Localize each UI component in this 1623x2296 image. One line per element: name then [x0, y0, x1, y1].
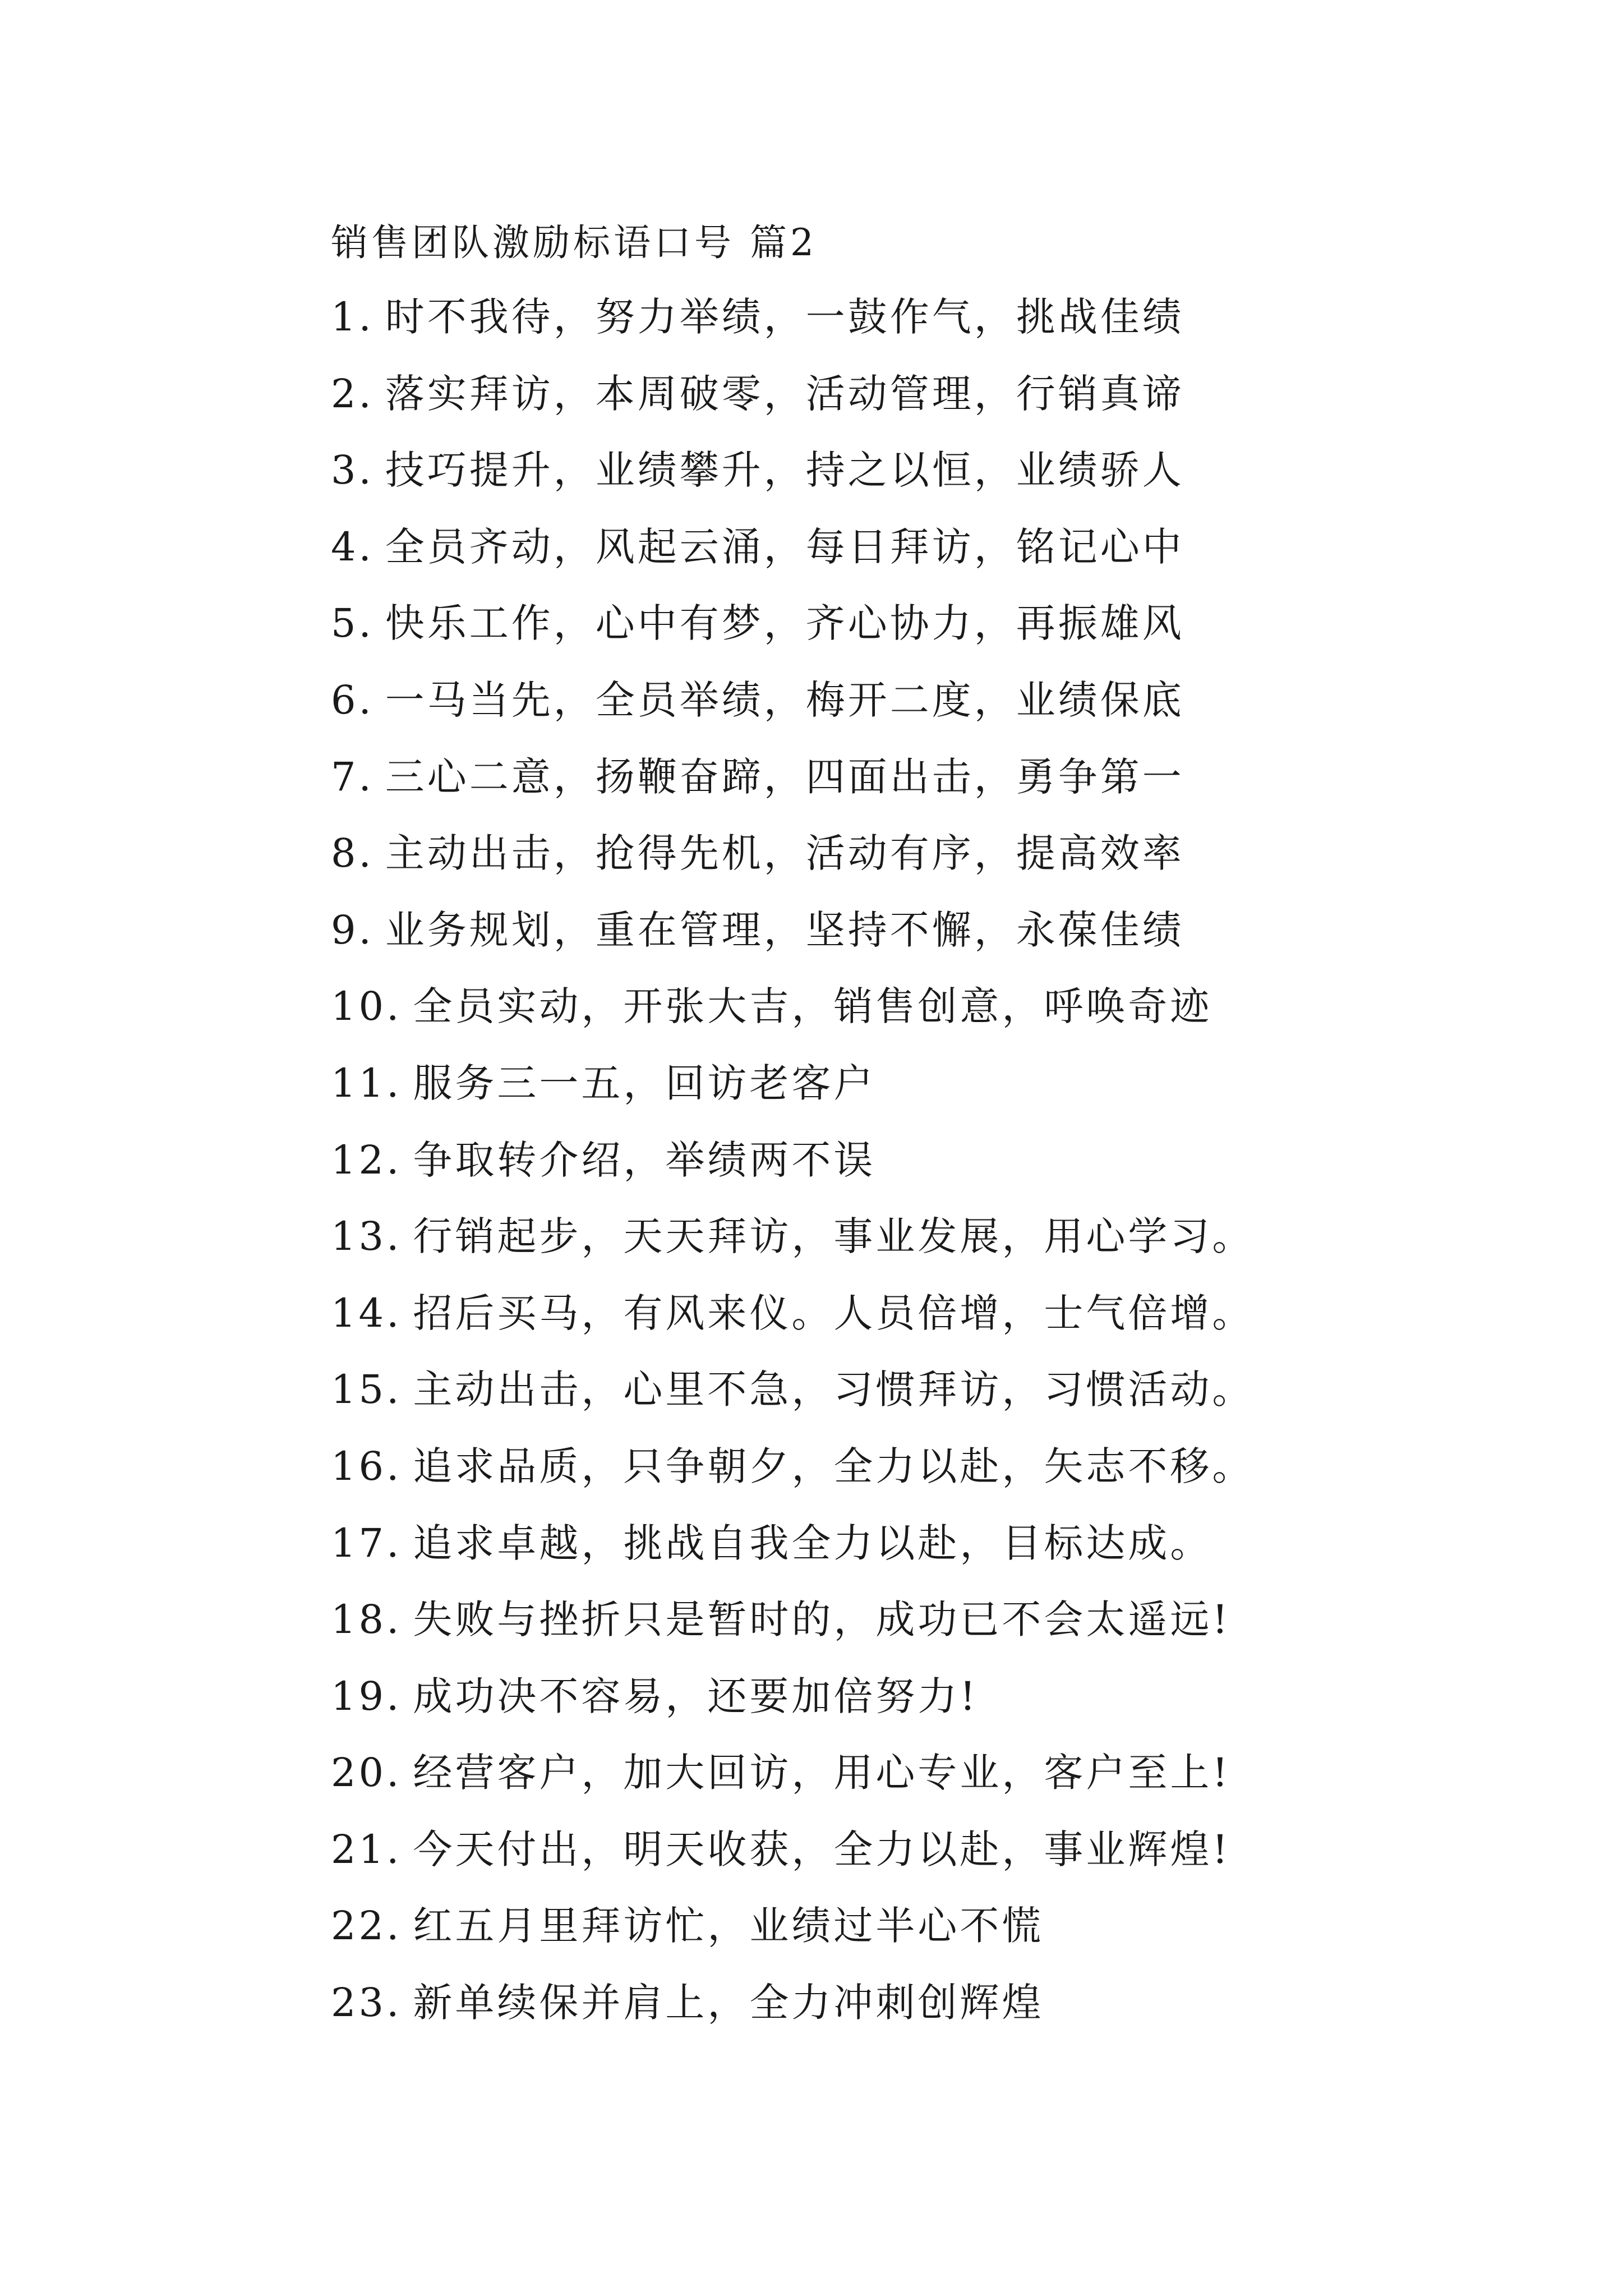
slogan-number: 20.: [331, 1750, 402, 1796]
slogan-text: 经营客户，加大回访，用心专业，客户至上!: [413, 1750, 1231, 1796]
slogan-item: [331, 369, 1565, 445]
slogan-number: 13.: [331, 1213, 402, 1260]
slogan-text: 失败与挫折只是暂时的，成功已不会太遥远!: [413, 1596, 1231, 1643]
slogan-item: [331, 445, 1565, 522]
slogan-text: 落实拜访，本周破零，活动管理，行销真谛: [385, 370, 1184, 417]
slogan-number: 5.: [331, 600, 374, 647]
slogan-text: 追求品质，只争朝夕，全力以赴，矢志不移。: [413, 1443, 1255, 1489]
slogan-number: 23.: [331, 1980, 402, 2026]
slogan-text: 成功决不容易，还要加倍努力!: [413, 1673, 979, 1719]
slogan-number: 15.: [331, 1366, 402, 1413]
slogan-text: 全员实动，开张大吉，销售创意，呼唤奇迹: [413, 983, 1212, 1030]
slogan-item: [331, 1135, 1565, 1212]
slogan-number: 2.: [331, 370, 374, 417]
slogan-item: [331, 828, 1565, 905]
slogan-item: [331, 598, 1565, 675]
slogan-item: [331, 292, 1565, 369]
slogan-text: 一马当先，全员举绩，梅开二度，业绩保底: [385, 677, 1184, 723]
slogan-text: 争取转介绍，举绩两不误: [413, 1137, 876, 1183]
slogan-item: [331, 675, 1565, 752]
slogan-text: 全员齐动，风起云涌，每日拜访，铭记心中: [385, 523, 1184, 570]
slogan-number: 10.: [331, 983, 402, 1030]
slogan-item: [331, 1594, 1565, 1671]
slogan-text: 业务规划，重在管理，坚持不懈，永葆佳绩: [385, 907, 1184, 953]
slogan-number: 11.: [331, 1060, 402, 1106]
slogan-item: [331, 1364, 1565, 1441]
slogan-item: [331, 752, 1565, 829]
slogan-number: 22.: [331, 1903, 402, 1949]
slogan-number: 3.: [331, 447, 374, 494]
slogan-number: 6.: [331, 677, 374, 723]
slogan-text: 行销起步，天天拜访，事业发展，用心学习。: [413, 1213, 1255, 1260]
slogan-item: [331, 522, 1565, 599]
slogan-text: 追求卓越，挑战自我全力以赴，目标达成。: [413, 1520, 1212, 1566]
slogan-number: 16.: [331, 1443, 402, 1489]
document-body: [331, 218, 1565, 2054]
slogan-list: [331, 292, 1565, 2054]
slogan-item: [331, 1058, 1565, 1135]
slogan-text: 招后买马，有风来仪。人员倍增，士气倍增。: [413, 1290, 1255, 1336]
slogan-item: [331, 905, 1565, 982]
document-title: 销售团队激励标语口号 篇2: [331, 221, 817, 264]
slogan-text: 红五月里拜访忙，业绩过半心不慌: [413, 1903, 1044, 1949]
slogan-item: [331, 1977, 1565, 2054]
slogan-text: 三心二意，扬鞭奋蹄，四面出击，勇争第一: [385, 753, 1184, 800]
slogan-number: 21.: [331, 1826, 402, 1872]
slogan-number: 18.: [331, 1596, 402, 1643]
slogan-text: 快乐工作，心中有梦，齐心协力，再振雄风: [385, 600, 1184, 647]
slogan-item: [331, 1518, 1565, 1595]
slogan-item: [331, 1824, 1565, 1901]
slogan-number: 19.: [331, 1673, 402, 1719]
slogan-number: 12.: [331, 1137, 402, 1183]
slogan-item: [331, 1211, 1565, 1288]
slogan-number: 14.: [331, 1290, 402, 1336]
slogan-number: 1.: [331, 294, 374, 340]
slogan-item: [331, 981, 1565, 1058]
slogan-text: 主动出击，抢得先机，活动有序，提高效率: [385, 830, 1184, 877]
slogan-item: [331, 1441, 1565, 1518]
slogan-number: 7.: [331, 753, 374, 800]
slogan-number: 4.: [331, 523, 374, 570]
slogan-item: [331, 1671, 1565, 1748]
slogan-number: 8.: [331, 830, 374, 877]
slogan-text: 今天付出，明天收获，全力以赴，事业辉煌!: [413, 1826, 1231, 1872]
slogan-text: 主动出击，心里不急，习惯拜访，习惯活动。: [413, 1366, 1255, 1413]
slogan-text: 新单续保并肩上，全力冲刺创辉煌: [413, 1980, 1044, 2026]
slogan-number: 9.: [331, 907, 374, 953]
slogan-item: [331, 1901, 1565, 1977]
slogan-text: 时不我待，努力举绩，一鼓作气，挑战佳绩: [385, 294, 1184, 340]
slogan-text: 技巧提升，业绩攀升，持之以恒，业绩骄人: [385, 447, 1184, 494]
slogan-text: 服务三一五，回访老客户: [413, 1060, 876, 1106]
slogan-item: [331, 1747, 1565, 1824]
slogan-number: 17.: [331, 1520, 402, 1566]
slogan-item: [331, 1288, 1565, 1365]
